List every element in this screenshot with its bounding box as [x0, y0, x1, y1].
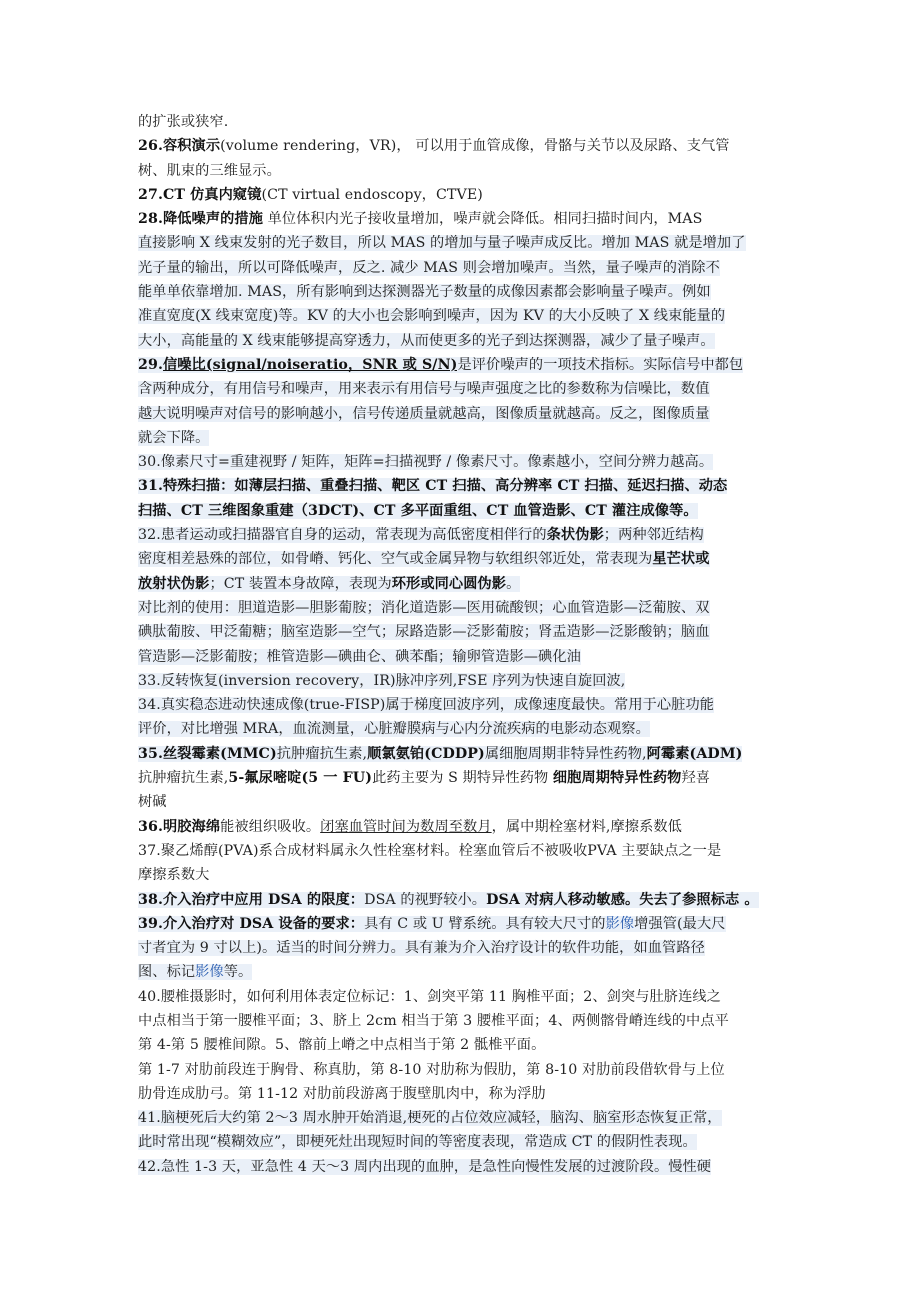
- text-line: [138, 256, 790, 280]
- text-run: (volume rendering，VR)， 可以用于血管成像，骨骼与关节以及尿路、支气管: [220, 138, 730, 155]
- text-run: 阿霉素(ADM): [646, 745, 743, 762]
- text-line: [138, 523, 790, 547]
- text-line: [138, 547, 790, 571]
- text-run: 就会下降。: [138, 429, 210, 446]
- text-line: [138, 474, 790, 498]
- text-run: 肋骨连成肋弓。第 11-12 对肋前段游离于腹壁肌肉中，称为浮肋: [138, 1085, 546, 1102]
- text-line: [138, 377, 790, 401]
- text-line: [138, 985, 790, 1009]
- text-run: ，属中期栓塞材料,摩擦系数低: [491, 818, 682, 835]
- text-line: [138, 669, 790, 693]
- text-run: 35.丝裂霉素(MMC): [138, 745, 277, 762]
- text-run: 具有 C 或 U 臂系统。具有较大尺寸的: [364, 915, 606, 932]
- text-run: 扫描、CT 三维图象重建（3DCT)、CT 多平面重组、CT 血管造影、CT 灌注成像等。: [138, 502, 698, 519]
- text-line: [138, 1058, 790, 1082]
- text-run: 能被组织吸收。: [220, 818, 321, 835]
- text-run: 含两种成分，有用信号和噪声，用来表示有用信号与噪声强度之比的参数称为信噪比，数值: [138, 381, 710, 398]
- text-line: [138, 790, 790, 814]
- text-run: 38.介入治疗中应用 DSA 的限度：: [138, 891, 365, 908]
- text-run: 42.急性 1-3 天，亚急性 4 天～3 周内出现的血肿，是急性向慢性发展的过渡阶段。慢性硬: [138, 1158, 712, 1175]
- text-line: [138, 353, 790, 377]
- text-run: 碘肽葡胺、甲泛葡糖；脑室造影—空气；尿路造影—泛影葡胺；肾盂造影—泛影酸钠；脑血: [138, 624, 710, 641]
- text-run: 羟喜: [681, 770, 711, 787]
- text-line: [138, 645, 790, 669]
- text-line: [138, 329, 790, 353]
- text-run: 。: [506, 575, 521, 592]
- text-run: 5-氟尿嘧啶(5 一 FU): [228, 770, 373, 787]
- text-line: [138, 402, 790, 426]
- text-run: 图、标记: [138, 964, 196, 981]
- text-run: 34.真实稳态进动快速成像(true-FISP)属于梯度回波序列，成像速度最快。常用于心脏功能: [138, 697, 715, 714]
- text-run: 对比剂的使用：胆道造影—胆影葡胺；消化道造影—医用硫酸钡；心血管造影—泛葡胺、双: [138, 599, 710, 616]
- text-line: [138, 1009, 790, 1033]
- text-run: ；CT 装置本身故障，表现为: [209, 575, 392, 592]
- text-run: (CT virtual endoscopy，CTVE): [261, 186, 483, 203]
- text-run: DSA 的视野较小。: [364, 891, 487, 908]
- text-run: 条状伪影: [546, 527, 604, 544]
- text-run: 的扩张或狭窄.: [138, 114, 229, 130]
- text-run: 树、肌束的三维显示。: [138, 162, 281, 179]
- text-run: 树碱: [138, 794, 167, 811]
- text-run: 27.CT 仿真内窥镜: [138, 186, 262, 203]
- text-run: 此药主要为 S 期特异性药物: [372, 770, 553, 787]
- text-run: 直接影响 X 线束发射的光子数目，所以 MAS 的增加与量子噪声成反比。增加 MAS 就是增加了: [138, 235, 746, 252]
- text-line: [138, 499, 790, 523]
- text-line: [138, 572, 790, 596]
- text-line: [138, 863, 790, 887]
- text-line: [138, 280, 790, 304]
- text-line: [138, 304, 790, 328]
- text-run: 第 4-第 5 腰椎间隙。5、髂前上嵴之中点相当于第 2 骶椎平面。: [138, 1037, 546, 1054]
- text-line: [138, 839, 790, 863]
- text-run: 放射状伪影: [138, 575, 210, 592]
- text-line: [138, 426, 790, 450]
- text-line: [138, 960, 790, 984]
- text-line: [138, 717, 790, 741]
- text-run: 闭塞血管时间为数周至数月: [320, 818, 492, 835]
- text-line: [138, 1130, 790, 1154]
- text-line: [138, 742, 790, 766]
- text-line: [138, 231, 790, 255]
- text-run: 摩擦系数大: [138, 867, 210, 884]
- text-run: 40.腰椎摄影时，如何利用体表定位标记：1、剑突平第 11 胸椎平面；2、剑突与肚脐连线之: [138, 988, 721, 1005]
- text-run: 32.患者运动或扫描器官自身的运动，常表现为高低密度相伴行的: [138, 527, 547, 544]
- text-run: 增强管(最大尺: [634, 915, 726, 932]
- text-line: [138, 620, 790, 644]
- text-line: [138, 1155, 790, 1179]
- text-run: 39.介入治疗对 DSA 设备的要求：: [138, 915, 365, 932]
- text-run: 单位体积内光子接收量增加，噪声就会降低。相同扫描时间内，MAS: [263, 211, 703, 228]
- text-run: 30.像素尺寸=重建视野 / 矩阵，矩阵=扫描视野 / 像素尺寸。像素越小，空间分辨力越高。: [138, 454, 714, 471]
- text-run: 31.特殊扫描：如薄层扫描、重叠扫描、靶区 CT 扫描、高分辨率 CT 扫描、延迟扫描、动态: [138, 478, 728, 495]
- text-run: 细胞周期特异性药物: [552, 770, 682, 787]
- inline-link[interactable]: 影像: [605, 915, 635, 932]
- text-run: 信噪比(signal/noiseratio，SNR 或 S/N): [162, 356, 458, 373]
- text-line: [138, 183, 790, 207]
- text-run: 中点相当于第一腰椎平面；3、脐上 2cm 相当于第 3 腰椎平面；4、两侧髂骨嵴连线的中点平: [138, 1012, 729, 1029]
- text-run: 环形或同心圆伪影: [391, 575, 507, 592]
- text-line: [138, 936, 790, 960]
- text-run: 33.反转恢复(inversion recovery，IR)脉冲序列,FSE 序列为快速自旋回波,: [138, 672, 626, 689]
- text-line: [138, 888, 790, 912]
- text-line: [138, 159, 790, 183]
- text-line: [138, 1082, 790, 1106]
- text-run: 41.脑梗死后大约第 2～3 周水肿开始消退,梗死的占位效应减轻，脑沟、脑室形态恢复正常，: [138, 1110, 722, 1127]
- text-run: 抗肿瘤抗生素,: [276, 745, 368, 762]
- text-run: DSA 对病人移动敏感。失去了参照标志 。: [486, 891, 759, 908]
- inline-link[interactable]: 影像: [195, 964, 224, 981]
- text-line: [138, 110, 790, 134]
- text-line: [138, 134, 790, 158]
- text-run: 36.明胶海绵: [138, 818, 221, 835]
- text-run: 顺氯氨铂(CDDP): [367, 745, 485, 762]
- text-run: 37.聚乙烯醇(PVA)系合成材料属永久性栓塞材料。栓塞血管后不被吸收PVA 主要缺点之一是: [138, 842, 722, 859]
- text-run: 28.降低噪声的措施: [138, 211, 263, 228]
- text-line: [138, 912, 790, 936]
- text-run: 第 1-7 对肋前段连于胸骨、称真肋，第 8-10 对肋称为假肋，第 8-10 对肋前段借软骨与上位: [138, 1061, 725, 1078]
- text-run: 管造影—泛影葡胺；椎管造影—碘曲仑、碘苯酯；输卵管造影—碘化油: [138, 648, 581, 665]
- text-run: 26.容积演示: [138, 138, 221, 155]
- text-run: 抗肿瘤抗生素,: [138, 770, 229, 787]
- text-run: 是评价噪声的一项技术指标。实际信号中都包: [457, 356, 744, 373]
- text-line: [138, 693, 790, 717]
- text-run: 属细胞周期非特异性药物,: [484, 745, 647, 762]
- text-run: 此时常出现“模糊效应”，即梗死灶出现短时间的等密度表现，常造成 CT 的假阴性表现。: [138, 1134, 697, 1151]
- text-run: 密度相差悬殊的部位，如骨嵴、钙化、空气或金属异物与软组织邻近处，常表现为: [138, 551, 653, 568]
- text-line: [138, 207, 790, 231]
- text-run: 越大说明噪声对信号的影响越小，信号传递质量就越高，图像质量就越高。反之，图像质量: [138, 405, 710, 422]
- text-run: 大小，高能量的 X 线束能够提高穿透力，从而使更多的光子到达探测器，减少了量子噪声。: [138, 332, 715, 349]
- text-run: 星芒状或: [652, 551, 710, 568]
- text-run: 准直宽度(X 线束宽度)等。KV 的大小也会影响到噪声，因为 KV 的大小反映了 X 线束能量的: [138, 308, 726, 325]
- text-run: 光子量的输出，所以可降低噪声，反之. 减少 MAS 则会增加噪声。当然，量子噪声的消除不: [138, 259, 720, 276]
- text-run: 评价，对比增强 MRA，血流测量，心脏瓣膜病与心内分流疾病的电影动态观察。: [138, 721, 650, 738]
- text-run: ；两种邻近结构: [603, 527, 704, 544]
- text-line: [138, 450, 790, 474]
- text-line: [138, 766, 790, 790]
- text-line: [138, 596, 790, 620]
- text-run: 29.: [138, 356, 163, 373]
- text-run: 能单单依靠增加. MAS，所有影响到达探测器光子数量的成像因素都会影响量子噪声。例如: [138, 284, 711, 301]
- text-run: 等。: [223, 964, 253, 981]
- text-line: [138, 1033, 790, 1057]
- text-line: [138, 815, 790, 839]
- text-run: 寸者宜为 9 寸以上)。适当的时间分辨力。具有兼为介入治疗设计的软件功能，如血管路径: [138, 940, 705, 957]
- text-line: [138, 1106, 790, 1130]
